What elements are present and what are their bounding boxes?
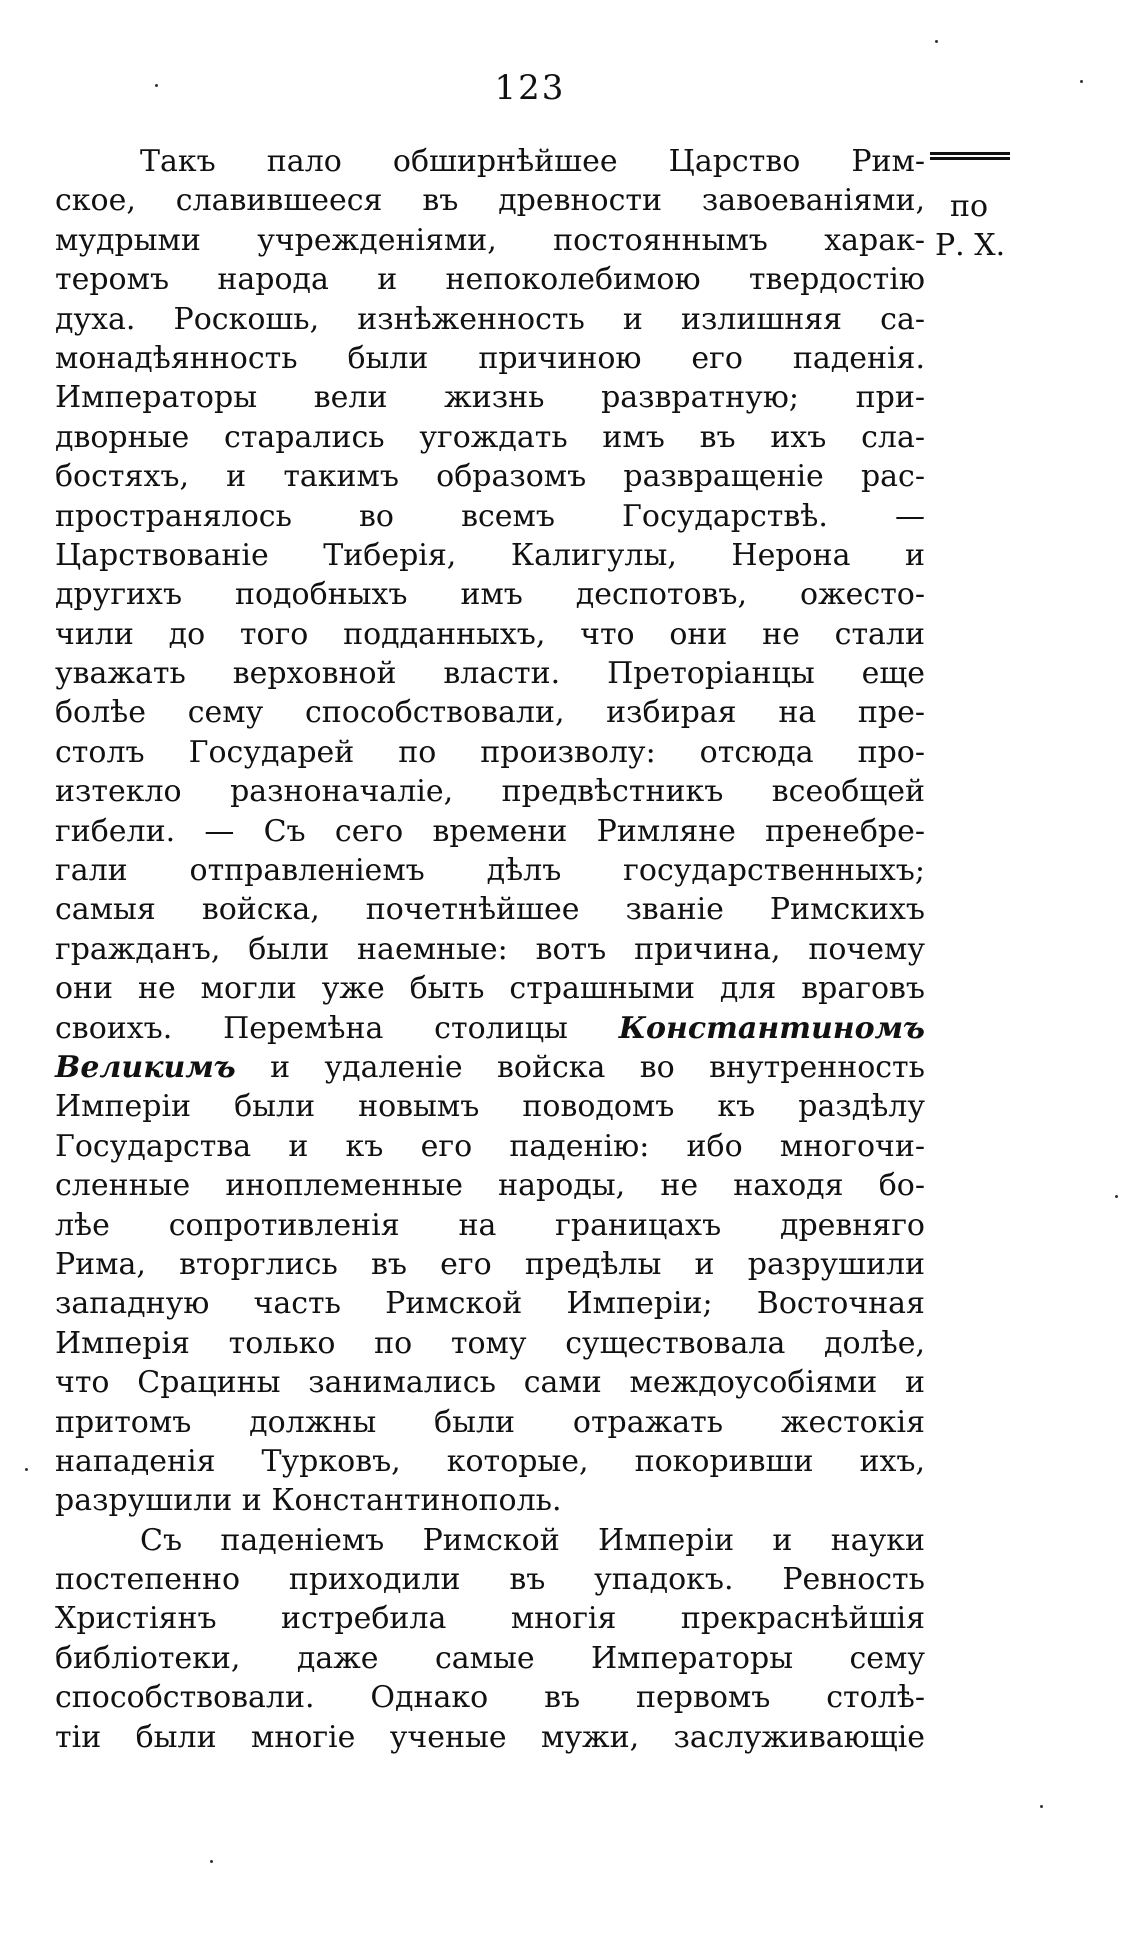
text-line: Царствованіе Тиберія, Калигулы, Нерона и bbox=[55, 537, 925, 573]
scan-speck bbox=[210, 1860, 213, 1863]
scan-speck bbox=[935, 40, 938, 43]
scan-speck bbox=[1115, 1195, 1118, 1198]
text-line: болѣе сему способствовали, избирая на пре- bbox=[55, 695, 925, 731]
text-line: нападенія Турковъ, которые, покоривши ихъ, bbox=[55, 1443, 925, 1479]
text-line-with-italic bbox=[55, 1009, 925, 1048]
text-span: и удаленіе войска во внутренность bbox=[270, 1049, 925, 1085]
text-line: гибели. — Съ сего времени Римляне пренебре- bbox=[55, 813, 925, 849]
scan-speck bbox=[155, 84, 158, 87]
text-line: Государства и къ его паденію: ибо многочи- bbox=[55, 1128, 925, 1164]
margin-note-po: по bbox=[950, 189, 989, 224]
text-line: ское, славившееся въ древности завоеваніями, bbox=[55, 183, 925, 219]
text-line: бостяхъ, и такимъ образомъ развращеніе рас- bbox=[55, 459, 925, 495]
text-span: своихъ. Перемѣна столицы bbox=[55, 1010, 568, 1046]
text-line: постепенно приходили въ упадокъ. Ревность bbox=[55, 1562, 925, 1598]
scan-speck bbox=[25, 1468, 28, 1471]
text-line: другихъ подобныхъ имъ деспотовъ, ожесто- bbox=[55, 577, 925, 613]
text-line: Христіянъ истребила многія прекраснѣйшія bbox=[55, 1601, 925, 1637]
page-number: 123 bbox=[494, 68, 566, 108]
text-line: лѣе сопротивленія на границахъ древняго bbox=[55, 1207, 925, 1243]
text-line: они не могли уже быть страшными для враговъ bbox=[55, 971, 925, 1007]
scan-speck bbox=[1080, 80, 1083, 83]
text-line: изтекло разноначаліе, предвѣстникъ всеобщей bbox=[55, 774, 925, 810]
text-line: духа. Роскошь, изнѣженность и излишняя са- bbox=[55, 301, 925, 337]
text-line: что Срацины занимались сами междоусобіями и bbox=[55, 1365, 925, 1401]
text-line: Императоры вели жизнь развратную; при- bbox=[55, 380, 925, 416]
text-line: Имперія только по тому существовала долѣе, bbox=[55, 1325, 925, 1361]
text-line: дворные старались угождать имъ въ ихъ сла- bbox=[55, 419, 925, 455]
text-line: гали отправленіемъ дѣлъ государственныхъ; bbox=[55, 853, 925, 889]
text-line: сленные иноплеменные народы, не находя бо- bbox=[55, 1168, 925, 1204]
text-line: западную часть Римской Имперіи; Восточная bbox=[55, 1286, 925, 1322]
text-line: разрушили и Константинополь. bbox=[55, 1483, 562, 1519]
text-line: притомъ должны были отражать жестокія bbox=[55, 1404, 925, 1440]
text-line: мудрыми учрежденіями, постояннымъ харак- bbox=[55, 222, 925, 258]
italic-name: Константиномъ bbox=[618, 1010, 925, 1046]
text-line: способствовали. Однако въ первомъ столѣ- bbox=[55, 1680, 925, 1716]
text-line: тіи были многіе ученые мужи, заслуживающіе bbox=[55, 1719, 925, 1755]
text-line-with-italic bbox=[55, 1048, 925, 1087]
italic-name: Великимъ bbox=[55, 1049, 236, 1085]
text-line: теромъ народа и непоколебимою твердостію bbox=[55, 262, 925, 298]
body-text bbox=[55, 142, 925, 1757]
text-line: уважать верховной власти. Преторіанцы еще bbox=[55, 656, 925, 692]
text-line: столъ Государей по произволу: отсюда про- bbox=[55, 734, 925, 770]
text-line: библіотеки, даже самые Императоры сему bbox=[55, 1640, 925, 1676]
text-line: пространялось во всемъ Государствѣ. — bbox=[55, 498, 925, 534]
margin-rule bbox=[930, 152, 1010, 166]
margin-note-rh: Р. Х. bbox=[935, 228, 1006, 263]
text-line: Рима, вторглись въ его предѣлы и разрушили bbox=[55, 1246, 925, 1282]
text-line: Такъ пало обширнѣйшее Царство Рим- bbox=[140, 144, 925, 179]
text-line: самыя войска, почетнѣйшее званіе Римскихъ bbox=[55, 892, 925, 928]
text-line: монадѣянность были причиною его паденія. bbox=[55, 340, 925, 376]
scan-speck bbox=[1040, 1805, 1043, 1808]
text-line: чили до того подданныхъ, что они не стали bbox=[55, 616, 925, 652]
text-line: гражданъ, были наемные: вотъ причина, почему bbox=[55, 931, 925, 967]
text-line: Имперіи были новымъ поводомъ къ раздѣлу bbox=[55, 1089, 925, 1125]
text-line: Съ паденіемъ Римской Имперіи и науки bbox=[140, 1522, 925, 1558]
